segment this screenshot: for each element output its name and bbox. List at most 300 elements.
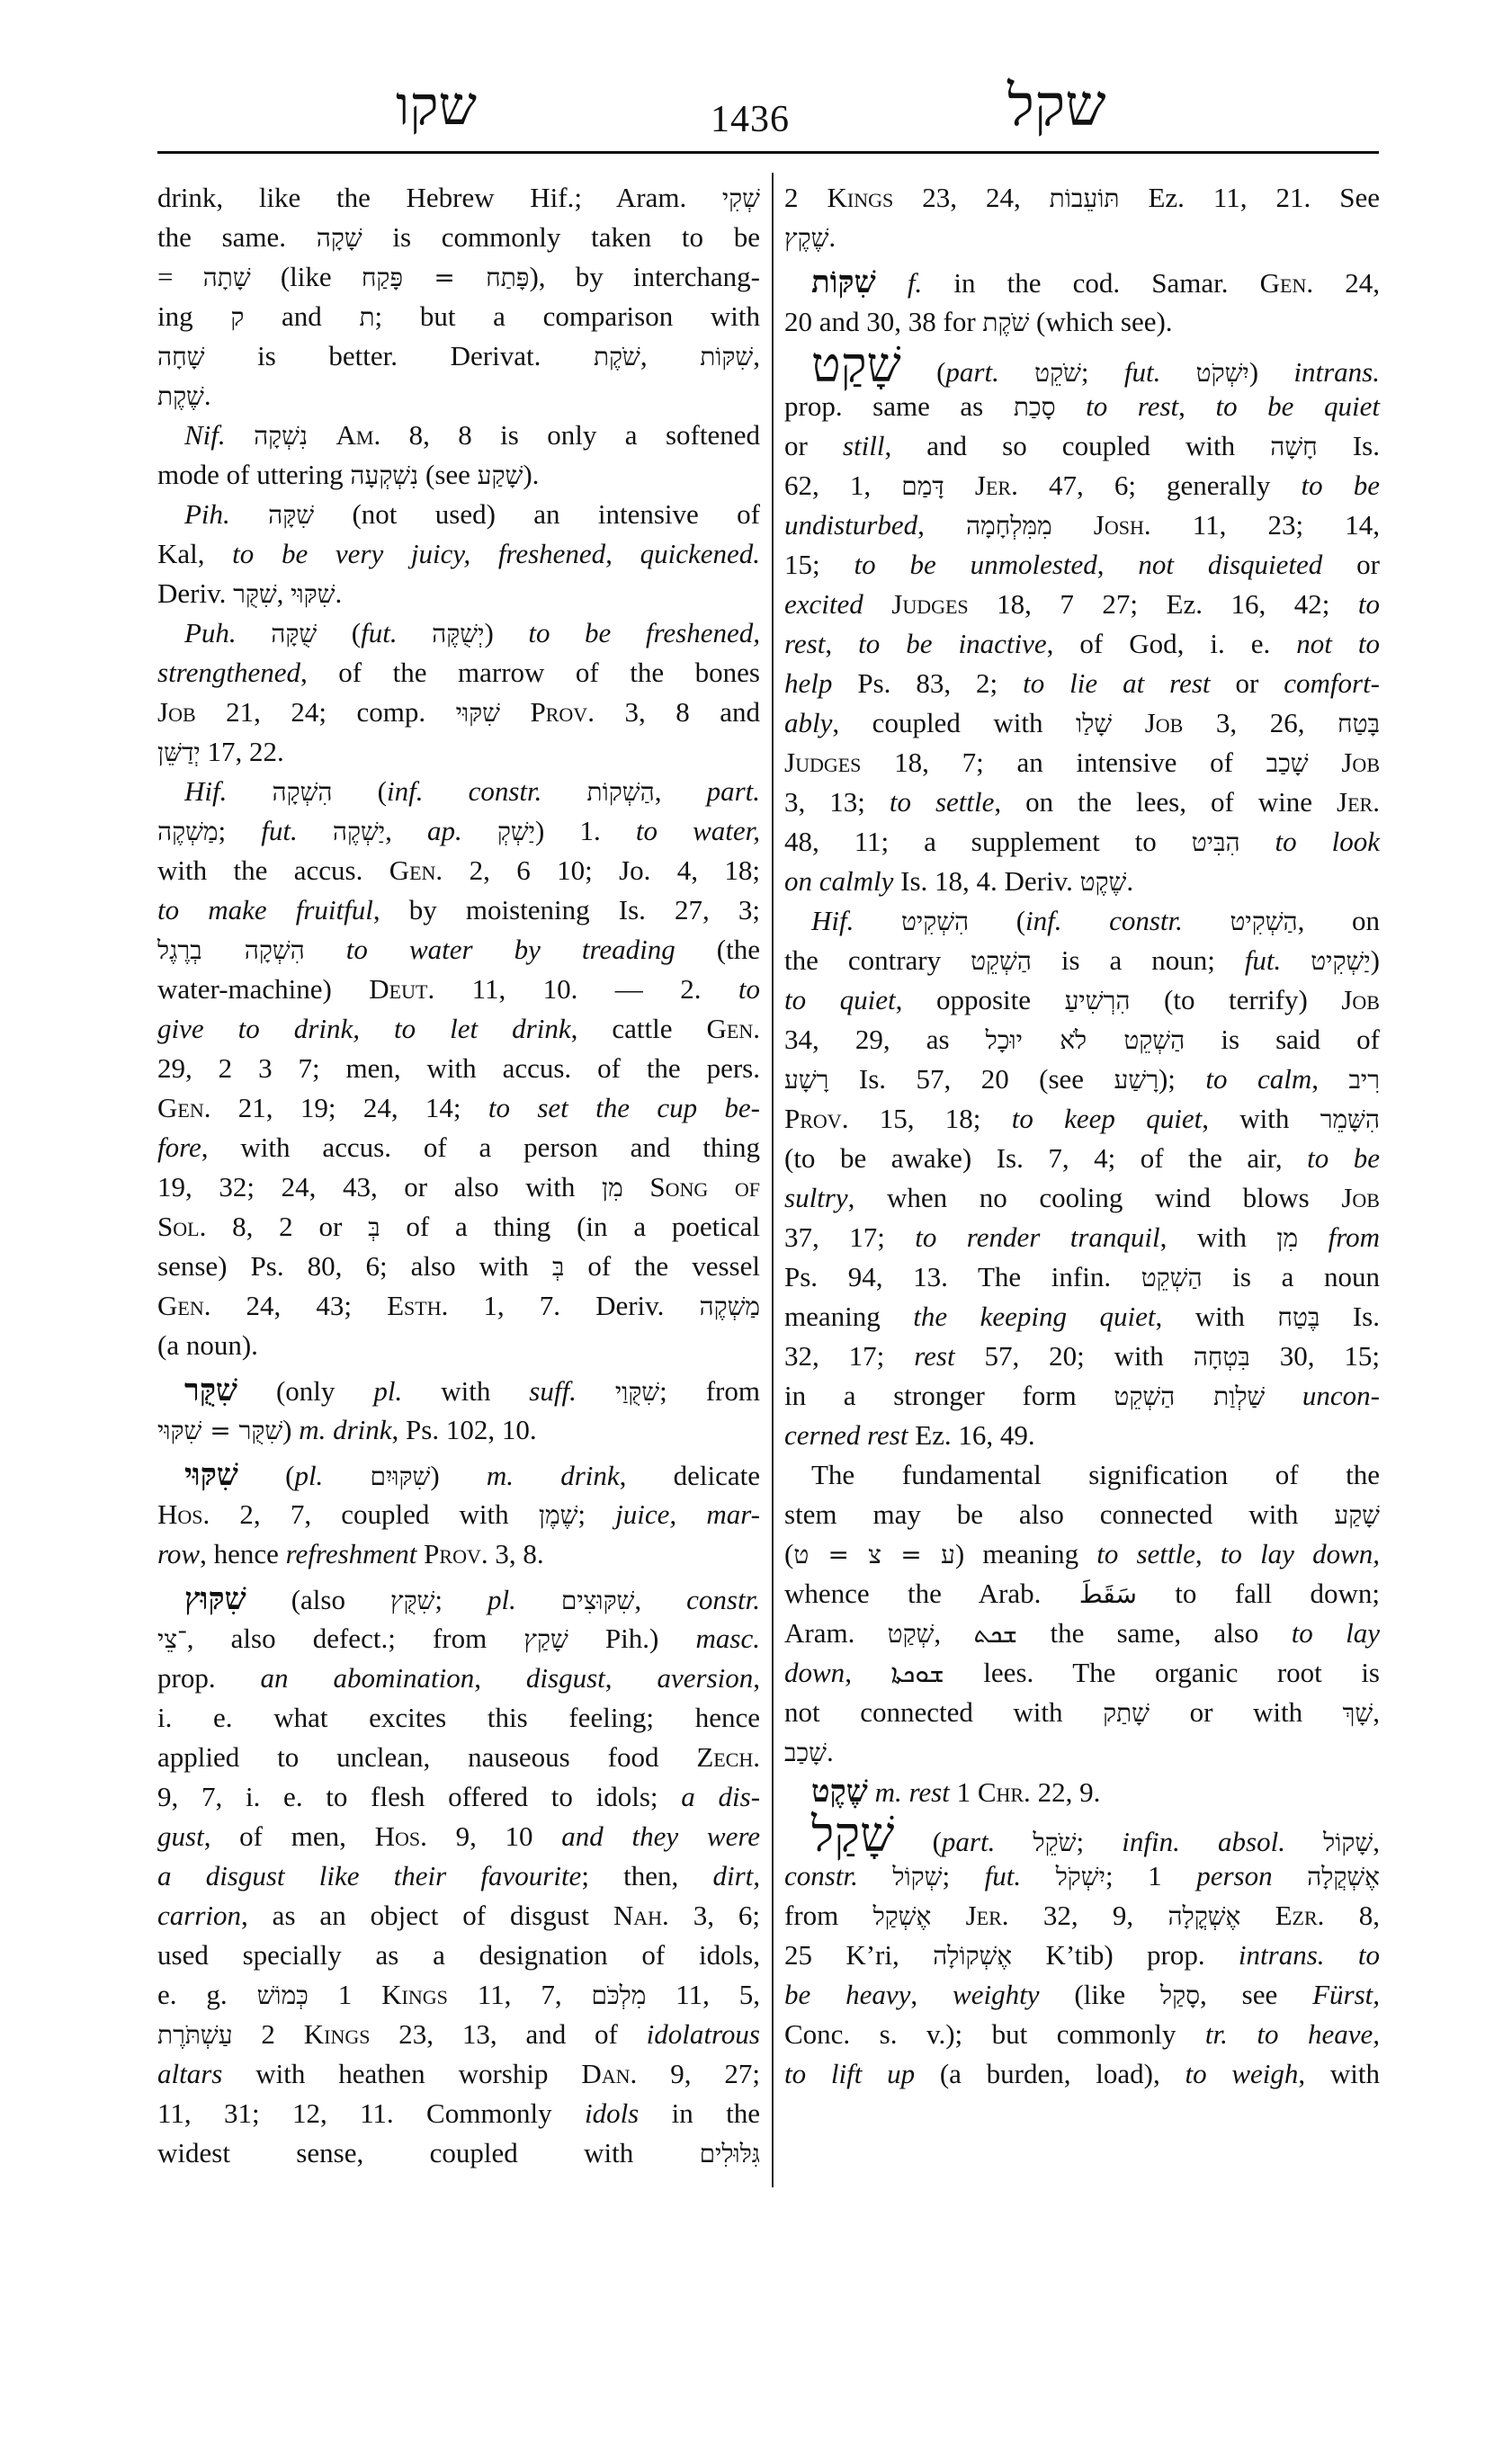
text-run: rest [914, 1340, 955, 1372]
text-run: Kal, [157, 538, 233, 569]
text-run: , [910, 1979, 953, 2010]
text-run: 32, 9, [1008, 1900, 1168, 1931]
text-run: 1, 7. Deriv. [448, 1290, 700, 1321]
text-run: is said of [1185, 1024, 1380, 1055]
hebrew-text: כְּמוֹשׁ [256, 1981, 309, 2010]
text-run: Song of [622, 1171, 760, 1203]
text-run: applied to unclean, nauseous food [157, 1741, 697, 1773]
text-line [784, 1178, 1380, 1218]
text-run: to be unmolested [854, 549, 1097, 580]
text-line [784, 1856, 1380, 1896]
text-run: 2, 7, coupled with [210, 1498, 539, 1530]
text-run: , [1096, 549, 1139, 580]
text-run: to [738, 973, 760, 1005]
text-run: Puh. [184, 617, 272, 648]
text-run: , hence [200, 1538, 286, 1569]
text-run: (like [250, 261, 362, 292]
text-run: Jer. [1337, 786, 1380, 818]
text-run: 25 K’ri, [784, 1939, 934, 1971]
text-run: . [203, 380, 211, 411]
text-run: 1 [949, 1776, 978, 1808]
text-run: of a thing (in a poetical [380, 1211, 760, 1242]
text-run: fore [157, 1131, 201, 1163]
text-run: 2, 6 10; Jo. 4, 18; [443, 854, 760, 886]
text-line [784, 941, 1380, 980]
text-run: Job [1341, 1182, 1380, 1213]
text-run: ; [1080, 356, 1124, 388]
text-run: is a noun [1202, 1261, 1380, 1292]
hebrew-text: שִׁקּוּי [291, 579, 336, 609]
text-run: prop. same as [784, 390, 1014, 422]
text-run: to be [1307, 1142, 1381, 1174]
text-run: 57, 20; with [954, 1340, 1194, 1372]
text-run: , [634, 1584, 687, 1615]
text-run: widest sense, coupled with [157, 2137, 700, 2168]
text-line [784, 624, 1380, 664]
text-run: meaning [784, 1301, 914, 1332]
hebrew-text: שְׁקִי [721, 183, 760, 213]
text-line [157, 772, 760, 811]
hebrew-text: הִשְׁקָה בְרֶגֶל [157, 935, 305, 965]
text-line [784, 2015, 1380, 2054]
text-line [784, 1455, 1380, 1495]
text-run: suff. [529, 1375, 615, 1407]
hebrew-text: שָׁקָה [316, 223, 362, 253]
hebrew-text: שָׁקַץ [523, 1624, 568, 1654]
text-run: pl. [373, 1375, 403, 1407]
text-run: 3, 8 and [594, 696, 760, 728]
text-run: K’tib) prop. [1012, 1939, 1239, 1971]
text-run: excited [784, 588, 863, 620]
text-run: to lay down, [1220, 1538, 1381, 1569]
hebrew-text: ק [230, 302, 245, 332]
text-run: 30, 15; [1249, 1340, 1380, 1372]
text-run: Prov. [784, 1103, 849, 1134]
text-line [784, 585, 1380, 624]
text-line [784, 862, 1380, 901]
text-line [784, 1257, 1380, 1297]
text-line [784, 1936, 1380, 1975]
hebrew-text: שִׁקֻּוַי [614, 1377, 660, 1407]
hebrew-text: אֶשְׁקוֹלָה [933, 1941, 1013, 1971]
hebrew-text: נִשְׁקְעָה [350, 460, 419, 490]
text-run: Kings [303, 2018, 371, 2050]
text-line [784, 2054, 1380, 2094]
hebrew-text: מִן [602, 1173, 623, 1203]
text-run: (to terrify) [1130, 984, 1342, 1015]
text-run: part. [945, 356, 1035, 388]
hebrew-text: תּוֹעֵבוֹת [1049, 183, 1120, 213]
text-run: ( [900, 356, 946, 388]
text-run: Judges [784, 747, 862, 778]
text-run: to keep quiet [1011, 1103, 1203, 1134]
text-run: ; [1076, 1826, 1123, 1857]
text-run: 24, 43; [210, 1290, 388, 1321]
text-run: , cattle [570, 1013, 707, 1044]
text-run: , when no cooling wind blows [847, 1182, 1342, 1213]
text-line [784, 1218, 1380, 1257]
text-run: Nif. [184, 419, 255, 451]
text-run: 11, 10. — 2. [434, 973, 738, 1005]
hebrew-text: שִׁקֻּץ [389, 1586, 435, 1615]
text-run: ); [1158, 1063, 1206, 1095]
text-run: Hif. [184, 775, 273, 807]
text-run: Jer. [931, 1900, 1009, 1931]
text-run: , [604, 1662, 658, 1694]
text-line [784, 1020, 1380, 1060]
hebrew-text: הַשְׁקֵט לֹא יוּכָל [985, 1025, 1185, 1055]
text-run: Is. [1320, 1301, 1380, 1332]
text-run: to water, [635, 815, 761, 846]
hebrew-text: שִׁקּוּיִם [370, 1462, 431, 1491]
text-run: , see [1200, 1979, 1313, 2010]
text-line [157, 495, 760, 534]
text-run: 32, 17; [784, 1340, 915, 1372]
text-run: The fundamental signification of the [811, 1459, 1380, 1490]
text-run: , on the lees, of wine [994, 786, 1338, 818]
text-run: Jer. [944, 469, 1018, 501]
text-line [157, 534, 760, 574]
text-line [157, 970, 760, 1009]
text-run: to weigh [1185, 2058, 1299, 2089]
text-run: row [157, 1538, 201, 1569]
text-run: , [1311, 1063, 1349, 1095]
text-run: , and so coupled with [884, 430, 1271, 461]
text-run: 9, 10 [426, 1820, 562, 1852]
text-run: ). [523, 459, 540, 490]
text-run: to make fruitful [157, 894, 373, 925]
text-line [784, 743, 1380, 782]
text-run: 8, [1324, 1900, 1380, 1931]
text-run: , as an object of disgust [241, 1900, 613, 1931]
text-run: Pih. [184, 498, 269, 530]
hebrew-text: הִרְשִׁיעַ [1064, 986, 1131, 1015]
text-run: on calmly [784, 865, 894, 897]
text-line [157, 2054, 760, 2094]
text-run: inf. constr. [1025, 905, 1230, 936]
text-line [784, 980, 1380, 1020]
text-line [157, 297, 760, 336]
hebrew-text: سَقَطَ [1078, 1579, 1137, 1609]
hebrew-text: שִׁקֻּר = שִׁקּוּי [157, 1416, 283, 1445]
text-line [784, 263, 1380, 302]
hebrew-text: רָשָׁע [784, 1065, 829, 1095]
text-run: fut. [1244, 944, 1311, 976]
text-run: 9, 27; [637, 2058, 760, 2089]
text-run: 3, 26, [1183, 707, 1338, 738]
text-line [157, 257, 760, 297]
text-run: with [402, 1375, 530, 1407]
text-run: Chr. [977, 1776, 1031, 1808]
text-run: . [1126, 865, 1134, 897]
text-run: Dan. [581, 2058, 638, 2089]
text-run: down [784, 1657, 845, 1688]
hebrew-text: יִשְׁקֹט [1195, 358, 1249, 388]
text-run: pl. [294, 1460, 371, 1491]
hebrew-text: חָשָׁה [1270, 432, 1318, 461]
text-run: stem may be also connected with [784, 1498, 1335, 1530]
text-run: ( [894, 1826, 942, 1857]
text-run: not to [1296, 628, 1380, 659]
text-run: , [1373, 1826, 1380, 1857]
text-run: m. drink [299, 1414, 392, 1445]
text-run: strengthened [157, 657, 300, 688]
text-run: , with [1159, 1221, 1277, 1253]
text-line [157, 1286, 760, 1326]
text-line [157, 890, 760, 930]
right-column [784, 178, 1380, 2094]
text-run: or [784, 430, 843, 461]
text-run: Conc. s. v.); but commonly [784, 2018, 1205, 2050]
text-run: , [917, 509, 967, 541]
text-run: 11, 31; 12, 11. Commonly [157, 2097, 585, 2129]
text-run: Deriv. [157, 577, 234, 609]
text-line [157, 1856, 760, 1896]
text-run: an abomination [260, 1662, 475, 1694]
text-run: to be freshened, [528, 617, 760, 648]
text-run: to settle [1096, 1538, 1195, 1569]
hebrew-text: שָׁקַע [477, 460, 523, 490]
text-run: Job [1308, 747, 1380, 778]
hebrew-text: יְדַשֵּׁן [157, 738, 201, 767]
hebrew-text: הַשְׁקֵט [1141, 1263, 1203, 1292]
text-line [157, 1410, 760, 1450]
text-run: , with [1155, 1301, 1278, 1332]
text-run: Ez. 11, 21. See [1119, 182, 1380, 213]
text-run: is a noun; [1031, 944, 1245, 976]
hebrew-text: ־צֵי [157, 1624, 187, 1654]
text-run: or [1322, 549, 1380, 580]
text-run: Esth. [387, 1290, 449, 1321]
hebrew-text: מִלְכֹּם [591, 1981, 647, 2010]
text-run: 24, [1313, 267, 1380, 299]
text-run: 15, 18; [848, 1103, 1012, 1134]
text-run: to be quiet [1215, 390, 1380, 422]
hebrew-text: נִשְׁקָה [254, 421, 309, 451]
text-run: not connected with [784, 1696, 1104, 1728]
text-line [784, 1653, 1380, 1693]
text-line [157, 1247, 760, 1286]
text-run: Ezr. [1240, 1900, 1325, 1931]
text-run: (a burden, load), [915, 2058, 1185, 2089]
text-line [157, 1088, 760, 1128]
text-run: to calm [1205, 1063, 1312, 1095]
text-line [157, 178, 760, 218]
text-line [784, 782, 1380, 822]
text-run: 62, 1, [784, 469, 902, 501]
text-run: idolatrous [646, 2018, 760, 2050]
text-line [157, 1698, 760, 1738]
text-line [157, 574, 760, 613]
text-run: sense) Ps. 80, 6; also with [157, 1250, 552, 1282]
text-run: Ez. 16, 49. [908, 1419, 1035, 1451]
text-run: Zech. [696, 1741, 760, 1773]
text-run: ) meaning [954, 1538, 1097, 1569]
hebrew-text: שָׁקוֹל [1323, 1828, 1373, 1857]
text-line [784, 1975, 1380, 2015]
text-run: , [654, 775, 707, 807]
text-run: Gen. [1259, 267, 1314, 299]
text-run: is better. Derivat. [204, 340, 594, 371]
text-run: , also defect.; from [186, 1623, 524, 1654]
hebrew-text: שִׁקּוֹת [700, 342, 754, 371]
hebrew-text: שִׁקּוּצִים [560, 1586, 635, 1615]
text-line [784, 1099, 1380, 1139]
text-run: , [474, 1662, 526, 1694]
text-run: 23, 13, and of [370, 2018, 647, 2050]
text-run: in a stronger form [784, 1380, 1114, 1411]
text-line [784, 1337, 1380, 1376]
text-run: 34, 29, as [784, 1024, 986, 1055]
text-run: m. drink [486, 1460, 620, 1491]
hebrew-text: מַשְׁקֶה [157, 817, 219, 846]
text-run: . [335, 577, 343, 609]
text-line [157, 1896, 760, 1936]
hebrew-text: שָׁלַו [1076, 709, 1113, 738]
headword: שִׁקֻּר [184, 1373, 237, 1408]
left-column [157, 178, 760, 2173]
text-run: to rest [1055, 390, 1179, 422]
text-run: , of men, [203, 1820, 375, 1852]
text-run: , [825, 628, 859, 659]
text-run: , of God, i. e. [1046, 628, 1297, 659]
text-run: , [1194, 1538, 1221, 1569]
text-run: and [244, 300, 360, 332]
text-line [157, 1579, 760, 1619]
text-line [157, 218, 760, 257]
text-run: cerned rest [784, 1419, 908, 1451]
text-run: ) [1248, 356, 1294, 388]
hebrew-text: פָּתַח = פָּקַח [361, 263, 530, 292]
text-line [157, 2015, 760, 2054]
text-run: a disgust like their favourite [157, 1860, 582, 1891]
text-run: to settle [889, 786, 995, 818]
headword: שִׁקּוּי [184, 1457, 238, 1493]
text-line [784, 336, 1380, 393]
text-run: 2 [232, 2018, 304, 2050]
text-run: , [640, 340, 701, 371]
header-rule [157, 151, 1379, 154]
text-run: pl. [488, 1584, 561, 1615]
hebrew-text: שֶׁמֶן [538, 1500, 578, 1530]
hebrew-text: בִּטְחָה [1193, 1342, 1250, 1372]
text-run: to set the cup be- [488, 1092, 761, 1123]
text-line [157, 1659, 760, 1698]
hebrew-text: ܫܟܬ [973, 1619, 1018, 1649]
text-run: masc. [695, 1623, 760, 1654]
text-run: , [753, 1662, 760, 1694]
text-run: Is. 57, 20 (see [828, 1063, 1114, 1095]
text-run: 21, 19; 24, 14; [210, 1092, 488, 1123]
text-run: 48, 11; a supplement to [784, 826, 1192, 857]
text-run: give to drink, to let drink [157, 1013, 571, 1044]
running-head-right: שקל [1007, 73, 1106, 139]
hebrew-text: הַשְׁקוֹת [586, 777, 655, 807]
hebrew-text: סָכַת [1013, 392, 1056, 422]
text-run: person [1196, 1860, 1308, 1891]
hebrew-text: שֹׁקֶת [593, 342, 640, 371]
hebrew-text: הַשְׁקֵט [971, 946, 1032, 976]
text-run: 21, 24; comp. [195, 696, 456, 728]
headword: שִׁקּוֹת [811, 264, 876, 300]
text-run: help [784, 667, 833, 699]
text-run: , opposite [895, 984, 1065, 1015]
text-run: from [784, 1900, 873, 1931]
text-line [784, 1693, 1380, 1732]
hebrew-text: מַשְׁקֶה [699, 1292, 760, 1321]
hebrew-text: בֶּטַח [1277, 1302, 1320, 1332]
text-run: ing [157, 300, 231, 332]
text-run: ably [784, 707, 833, 738]
headword: שָׁקַל [811, 1806, 895, 1863]
text-run: ap. [427, 815, 497, 846]
hebrew-text: אֶשְׁקַל [872, 1901, 932, 1931]
hebrew-text: בְּ [551, 1252, 565, 1282]
text-run: ) [430, 1460, 487, 1491]
text-run: a dis- [681, 1781, 761, 1812]
text-run: fut. [984, 1860, 1056, 1891]
hebrew-text: יַשְׁקֶה [332, 817, 386, 846]
hebrew-text: שָׁתָה [202, 263, 251, 292]
text-run: be heavy [784, 1979, 911, 2010]
text-run: carrion [157, 1900, 241, 1931]
hebrew-text: דָּמַם [901, 471, 944, 501]
text-run: Sol. [157, 1211, 207, 1242]
text-run: ; [942, 1860, 985, 1891]
text-run: , on [1297, 905, 1380, 936]
text-line [157, 416, 760, 455]
text-run: from [1298, 1221, 1380, 1253]
text-line [784, 1806, 1380, 1863]
text-run: Job [157, 696, 196, 728]
text-run: 18, 7; an intensive of [861, 747, 1266, 778]
text-run: Judges [863, 588, 969, 620]
text-run: or [1210, 667, 1284, 699]
text-run: with heathen worship [222, 2058, 582, 2089]
text-run: aversion [657, 1662, 754, 1694]
hebrew-text: ע = צ = ט [793, 1540, 955, 1569]
text-run: (which see). [1029, 306, 1173, 337]
text-line [784, 1732, 1380, 1772]
text-run: tr. to heave, [1204, 2018, 1380, 2050]
text-run: ; from [659, 1375, 760, 1407]
text-run: part. [941, 1826, 1033, 1857]
hebrew-text: אֶשְׁקֲלָה [1307, 1862, 1380, 1891]
text-run: of the vessel [564, 1250, 760, 1282]
text-line [157, 336, 760, 376]
text-run: 3, 6; [668, 1900, 760, 1931]
text-line [784, 1416, 1380, 1455]
hebrew-text: שִׁקּוּי [455, 698, 500, 728]
hebrew-text: שְׁקַט [887, 1619, 935, 1649]
text-line [157, 1128, 760, 1167]
text-line [784, 1139, 1380, 1178]
text-run: ( [317, 617, 362, 648]
text-run: juice, mar- [615, 1498, 760, 1530]
text-run: 3, 13; [784, 786, 890, 818]
text-run: . [828, 221, 837, 253]
text-run: to lift up [784, 2058, 916, 2089]
text-line [157, 1975, 760, 2015]
text-run: mode of uttering [157, 459, 351, 490]
text-run: refreshment [285, 1538, 417, 1569]
hebrew-text: שָׁתַק [1103, 1698, 1150, 1728]
text-run: , [1178, 390, 1216, 422]
hebrew-text: שֶׁקֶת [157, 381, 204, 411]
text-run: 19, 32; 24, 43, or also with [157, 1171, 603, 1203]
text-line [784, 1614, 1380, 1653]
text-run: , by moistening Is. 27, 3; [372, 894, 760, 925]
